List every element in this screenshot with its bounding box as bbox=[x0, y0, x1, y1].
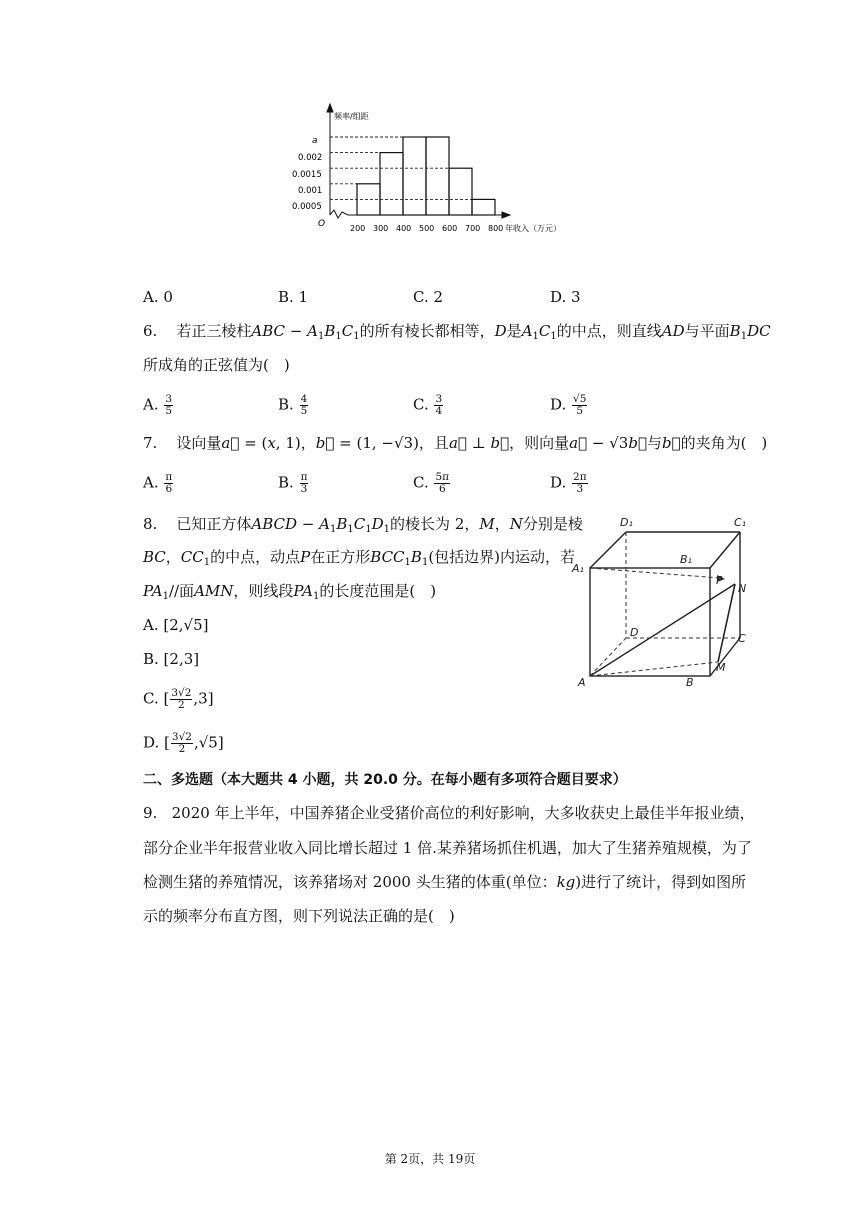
q7-number: 7. bbox=[143, 434, 158, 452]
x-tick-label: 400 bbox=[396, 224, 412, 233]
question-6: 6. 若正三棱柱ABC − $A_1B_1C_1$的所有棱长都相等，D是$A_1C_1$的中点，则直线AD与平面$B_1DC$ bbox=[143, 322, 771, 342]
x-axis-title: 年收入（万元） bbox=[505, 224, 561, 233]
x-tick-label: 800 bbox=[488, 224, 504, 233]
y-tick-0001: 0.001 bbox=[298, 186, 323, 196]
label-p: P bbox=[716, 574, 723, 587]
q8-option-a[interactable]: A. [2,√5] bbox=[143, 616, 209, 634]
q5-option-b[interactable]: B. 1 bbox=[278, 288, 309, 306]
q6-text: 的所有棱长都相等， bbox=[359, 322, 495, 340]
q7-option-c[interactable]: C. $\frac{5\pi}{6}$ bbox=[413, 471, 450, 495]
q8-text: 已知正方体 bbox=[176, 515, 252, 533]
histogram-bar bbox=[380, 153, 403, 215]
q8-line2: BC，$CC_1$的中点，动点P在正方形$BCC_1B_1$(包括边界)内运动，若 bbox=[143, 548, 576, 568]
x-tick-label: 500 bbox=[419, 224, 435, 233]
label-c: C bbox=[738, 632, 746, 645]
page-footer: 第 2页，共 19页 bbox=[384, 1152, 476, 1166]
origin-label: O bbox=[318, 219, 326, 229]
histogram-bars bbox=[330, 137, 495, 215]
q6-option-a[interactable]: A. $\frac{3}{5}$ bbox=[143, 393, 173, 417]
histogram-bar bbox=[426, 137, 449, 215]
q5-option-c[interactable]: C. 2 bbox=[413, 288, 444, 306]
cube-front-face bbox=[590, 568, 710, 676]
q7-option-a[interactable]: A. $\frac{\pi}{6}$ bbox=[143, 471, 173, 495]
x-axis bbox=[330, 210, 505, 218]
q7-text: 的夹角为( ) bbox=[680, 434, 768, 452]
q8-option-c[interactable]: C. [ $\frac{3√2}{2}$ ,3] bbox=[143, 687, 214, 711]
q9-line3: 检测生猪的养殖情况，该养猪场对 2000 头生猪的体重(单位：kg)进行了统计，得到如图所 bbox=[143, 873, 747, 891]
q9-line4: 示的频率分布直方图，则下列说法正确的是( ) bbox=[143, 907, 455, 925]
q7-text: 设向量 bbox=[176, 434, 222, 452]
q8-line3: $PA_1//$面AMN，则线段$PA_1$的长度范围是( ) bbox=[143, 582, 437, 602]
q7-text: ，且 bbox=[418, 434, 449, 452]
q8-text: 的棱长为 2， bbox=[390, 515, 480, 533]
q7-text: ，则向量 bbox=[509, 434, 570, 452]
x-tick-label: 300 bbox=[373, 224, 389, 233]
label-b1: B₁ bbox=[680, 553, 692, 566]
label-c1: C₁ bbox=[734, 516, 747, 529]
label-d: D bbox=[630, 626, 639, 639]
cube-diagram bbox=[568, 510, 758, 690]
q6-text: 是 bbox=[506, 322, 522, 340]
q7-option-b[interactable]: B. $\frac{\pi}{3}$ bbox=[278, 471, 308, 495]
label-n: N bbox=[738, 582, 747, 595]
q5-option-a[interactable]: A. 0 bbox=[143, 288, 173, 306]
q6-text: 的中点，则直线 bbox=[556, 322, 662, 340]
q7-text: 与 bbox=[646, 434, 662, 452]
q8-number: 8. bbox=[143, 515, 158, 533]
label-m: M bbox=[716, 661, 726, 674]
q9-number: 9. bbox=[143, 804, 158, 822]
q6-number: 6. bbox=[143, 322, 158, 340]
label-a1: A₁ bbox=[572, 562, 584, 575]
section-heading: 二、多选题（本大题共 4 小题，共 20.0 分。在每小题有多项符合题目要求） bbox=[143, 772, 627, 788]
q6-text: 若正三棱柱 bbox=[176, 322, 252, 340]
question-7: 7. 设向量a⃗ = (x, 1)，b⃗ = (1, −√3)，且a⃗ ⊥ b⃗，则向量a⃗ − √3b⃗与b⃗的夹角为( ) bbox=[143, 434, 768, 452]
q8-option-b[interactable]: B. [2,3] bbox=[143, 650, 200, 668]
histogram-bar bbox=[472, 199, 495, 215]
y-tick-0002: 0.002 bbox=[298, 153, 323, 163]
x-tick-label: 600 bbox=[442, 224, 458, 233]
q5-option-d[interactable]: D. 3 bbox=[550, 288, 581, 306]
x-tick-label: 700 bbox=[465, 224, 481, 233]
q6-line2: 所成角的正弦值为( ) bbox=[143, 356, 290, 374]
x-axis-arrow bbox=[502, 212, 510, 218]
y-axis-title: 频率/组距 bbox=[334, 112, 369, 121]
question-8: 8. 已知正方体ABCD − $A_1B_1C_1D_1$的棱长为 2，M，N分别是棱 bbox=[143, 515, 583, 535]
question-9 bbox=[143, 803, 755, 823]
q7-text: ， bbox=[300, 434, 316, 452]
label-b: B bbox=[686, 676, 694, 689]
y-axis-arrow bbox=[327, 104, 333, 112]
y-tick-00005: 0.0005 bbox=[292, 202, 322, 212]
label-a: A bbox=[578, 676, 586, 689]
x-tick-label: 200 bbox=[350, 224, 366, 233]
histogram-bar bbox=[449, 168, 472, 215]
q6-option-d[interactable]: D. $\frac{√5}{5}$ bbox=[550, 393, 587, 417]
q6-option-c[interactable]: C. $\frac{3}{4}$ bbox=[413, 393, 443, 417]
q6-option-b[interactable]: B. $\frac{4}{5}$ bbox=[278, 393, 308, 417]
label-d1: D₁ bbox=[620, 516, 633, 529]
q8-option-d[interactable]: D. [ $\frac{3√2}{2}$ ,√5] bbox=[143, 731, 224, 755]
q9-line2: 部分企业半年报营业收入同比增长超过 1 倍.某养猪场抓住机遇，加大了生猪养殖规模，为了 bbox=[143, 839, 752, 857]
frequency-histogram bbox=[292, 100, 590, 240]
y-tick-a: a bbox=[312, 136, 318, 146]
q9-line1: 2020 年上半年，中国养猪企业受猪价高位的利好影响，大多收获史上最佳半年报业绩， bbox=[171, 804, 755, 822]
y-tick-00015: 0.0015 bbox=[292, 170, 322, 180]
histogram-bar bbox=[403, 137, 426, 215]
q7-option-d[interactable]: D. $\frac{2\pi}{3}$ bbox=[550, 471, 587, 495]
q6-text: 与平面 bbox=[684, 322, 730, 340]
q8-text: 分别是棱 bbox=[522, 515, 583, 533]
